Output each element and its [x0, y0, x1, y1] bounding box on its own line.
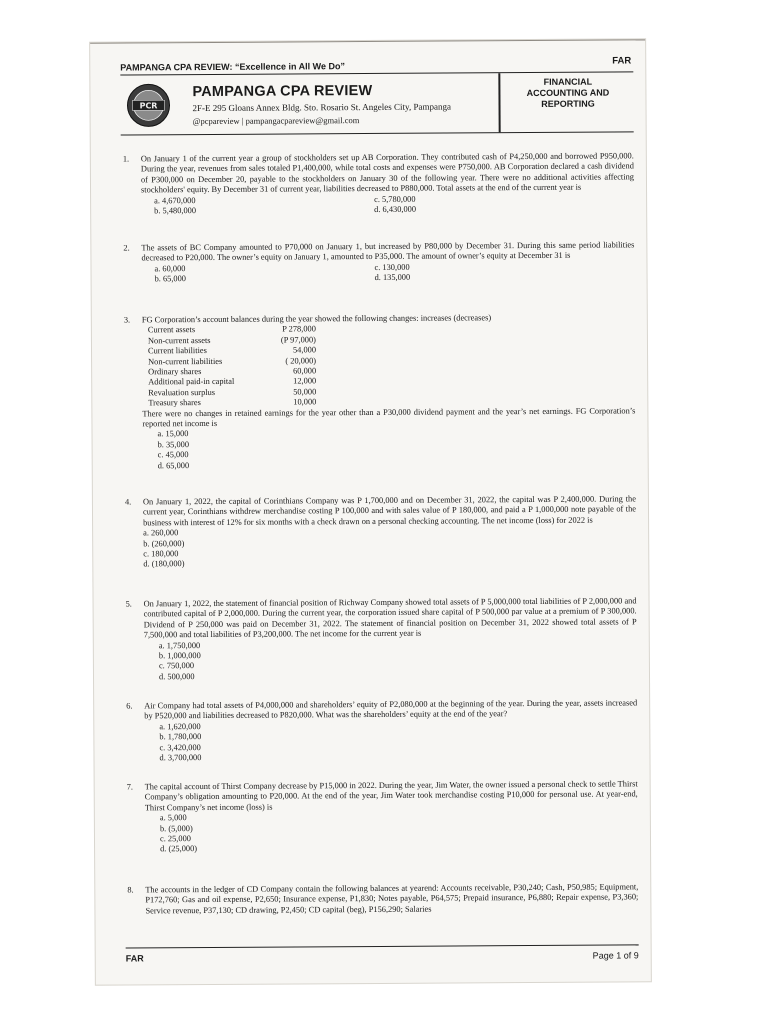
- table-row: Current assets P 278,000: [147, 324, 316, 335]
- question-number: 5.: [125, 599, 132, 609]
- option-c: c. 3,420,000: [159, 742, 201, 752]
- question-text: On January 1, 2022, the capital of Corinthians Company was P 1,700,000 and on December 31, 2022, the capital was P 2,400,000. During the current year, Corinthians withdrew merchandise costing P 100,000 and with sales value of P 180,000, and paid a P 1,000,000 note payable of the business with interest of 12% for six months with a check drawn on a personal checking accounting. The net income (loss) for 2022 is: [142, 494, 637, 528]
- option-b: b. 35,000: [157, 439, 190, 450]
- logo-text: PCR: [139, 101, 158, 111]
- question-text: Air Company had total assets of P4,000,000 and shareholders’ equity of P2,080,000 at the beginning of the year. During the year, assets increased by P520,000 and liabilities decreased to P820,000. What was the shareholders’ equity at the end of the year?: [144, 698, 638, 721]
- option-c: c. 25,000: [159, 834, 191, 844]
- table-row: Additional paid-in capital 12,000: [148, 376, 317, 387]
- question-number: 1.: [122, 154, 130, 164]
- table-row: Current liabilities 54,000: [147, 345, 317, 356]
- option-a: a. 60,000: [154, 263, 186, 274]
- question-text: The accounts in the ledger of CD Company contain the following balances at yearend: Accounts receivable, P30,240; Cash, P50,985; Equipment, P172,760; Gas and oil expense, P2,650; Insurance expense, P1,830; Notes payable, P64,575; Prepaid insurance, P6,880; Repair expense, P3,360; Service revenue, P37,130; CD drawing, P2,450; CD capital (beg), P156,290; Salaries: [145, 882, 639, 916]
- option-d: d. 500,000: [158, 671, 195, 682]
- header-tagline-row: [120, 55, 632, 73]
- option-d: d. 65,000: [157, 460, 190, 470]
- org-name: PAMPANGA CPA REVIEW: [192, 82, 373, 101]
- question-number: 7.: [126, 782, 133, 792]
- option-b: b. 5,480,000: [154, 206, 197, 216]
- question-text-continued: There were no changes in retained earnings for the year other than a P30,000 dividend payment and the year’s net earnings. FG Corporation’s reported net income is: [142, 405, 636, 429]
- question-number: 8.: [127, 885, 134, 895]
- question-number: 2.: [123, 243, 130, 253]
- answer-options: [159, 719, 637, 763]
- question-number: 4.: [124, 497, 132, 507]
- subject-line-1: FINANCIAL: [543, 76, 593, 87]
- answer-options: [143, 526, 636, 571]
- option-c: c. 45,000: [157, 450, 189, 460]
- option-c: c. 5,780,000: [374, 194, 416, 204]
- balance-changes-table: [142, 323, 635, 409]
- question-6: [126, 698, 637, 763]
- option-d: d. 3,700,000: [159, 753, 202, 763]
- question-text: The capital account of Thirst Company decrease by P15,000 in 2022. During the year, Jim Water, the owner issued a personal check to settle Thirst Company’s obligation amounting to P20,000. At the end of the year, Jim Water took merchandise costing P10,000 for personal use. At year-end, Thirst Company’s net income (loss) is: [144, 779, 638, 813]
- question-3: [124, 312, 636, 471]
- question-7: [127, 779, 638, 855]
- answer-options: [154, 261, 634, 285]
- question-text: On January 1, 2022, the statement of financial position of Richway Company showed total assets of P 5,000,000 total liabilities of P 2,000,000 and contributed capital of P 2,000,000. During the current year, the corporation issued share capital of P 500,000 par value at a premium of P 300,000. Dividend of P 250,000 was paid on December 31, 2022. The statement of financial position on December 31, 2022 showed total assets of P 7,500,000 and total liabilities of P3,200,000. The net income for the current year is: [143, 596, 637, 640]
- header-divider: [498, 73, 500, 132]
- table-row: Non-current liabilities ( 20,000): [148, 355, 317, 366]
- option-d: d. (180,000): [143, 559, 185, 569]
- subject-title: [502, 76, 633, 110]
- top-edge: [90, 39, 645, 43]
- option-b: b. 1,780,000: [159, 732, 202, 742]
- option-a: a. 5,000: [159, 813, 187, 823]
- question-5: [126, 596, 637, 682]
- option-a: a. 260,000: [143, 528, 179, 538]
- answer-options: [154, 193, 634, 217]
- option-b: b. 1,000,000: [158, 651, 201, 661]
- table-row: Non-current assets (P 97,000): [147, 335, 316, 346]
- subject-code: FAR: [612, 55, 632, 67]
- org-contact: @pcpareview | pampangacpareview@gmail.com: [192, 115, 360, 127]
- question-text: The assets of BC Company amounted to P70,000 on January 1, but increased by P80,000 by December 31. During this same period liabilities decreased to P20,000. The owner’s equity on January 1, amounted to P35,000. The amount of owner’s equity at December 31 is: [141, 240, 635, 263]
- option-d: d. 135,000: [374, 272, 411, 283]
- answer-options: [157, 427, 635, 471]
- table-row: Treasury shares 10,000: [148, 397, 317, 408]
- option-c: c. 750,000: [158, 661, 195, 671]
- answer-options: [160, 811, 638, 855]
- option-c: c. 180,000: [143, 549, 179, 559]
- question-text: On January 1 of the current year a group of stockholders set up AB Corporation. They contributed cash of P4,250,000 and borrowed P950,000. During the year, revenues from sales totaled P1,400,000, while total costs and expenses were P750,000. AB Corporation declared a cash dividend of P300,000 on December 20, payable to the stockholders on January 30 of the following year. There were no additional activities affecting stockholders' equity. By December 31 of current year, liabilities decreased to P880,000. Total assets at the end of the current year is: [140, 151, 634, 195]
- document-page: [90, 39, 651, 984]
- option-a: a. 4,670,000: [154, 195, 196, 205]
- question-number: 6.: [126, 701, 133, 711]
- option-d: d. 6,430,000: [374, 204, 417, 214]
- question-1: [123, 151, 634, 217]
- footer-subject-code: FAR: [125, 953, 144, 964]
- table-row: Revaluation surplus 50,000: [148, 387, 317, 398]
- option-a: a. 1,750,000: [158, 640, 201, 650]
- org-address: 2F-E 295 Gloans Annex Bldg. Sto. Rosario St. Angeles City, Pampanga: [192, 101, 451, 114]
- option-d: d. (25,000): [160, 844, 198, 854]
- pcr-seal-logo: [126, 83, 170, 127]
- option-a: a. 15,000: [157, 429, 189, 439]
- question-number: 3.: [123, 315, 131, 325]
- option-b: b. (260,000): [143, 538, 185, 548]
- question-8: [127, 882, 638, 916]
- page-number: Page 1 of 9: [592, 950, 639, 961]
- question-4: [125, 494, 636, 570]
- option-a: a. 1,620,000: [159, 721, 201, 732]
- option-b: b. 65,000: [154, 274, 187, 284]
- option-b: b. (5,000): [159, 823, 193, 833]
- tagline: PAMPANGA CPA REVIEW: “Excellence in All We Do”: [120, 61, 346, 73]
- subject-line-2: ACCOUNTING AND: [526, 87, 610, 99]
- option-c: c. 130,000: [374, 262, 410, 272]
- table-row: Ordinary shares 60,000: [148, 366, 317, 377]
- page-footer: [126, 944, 639, 968]
- subject-line-3: REPORTING: [541, 98, 595, 109]
- header-box: [120, 71, 633, 135]
- answer-options: [159, 638, 637, 682]
- question-2: [123, 240, 634, 285]
- question-text: FG Corporation’s account balances during the year showed the following changes: increases (decreases): [141, 313, 492, 325]
